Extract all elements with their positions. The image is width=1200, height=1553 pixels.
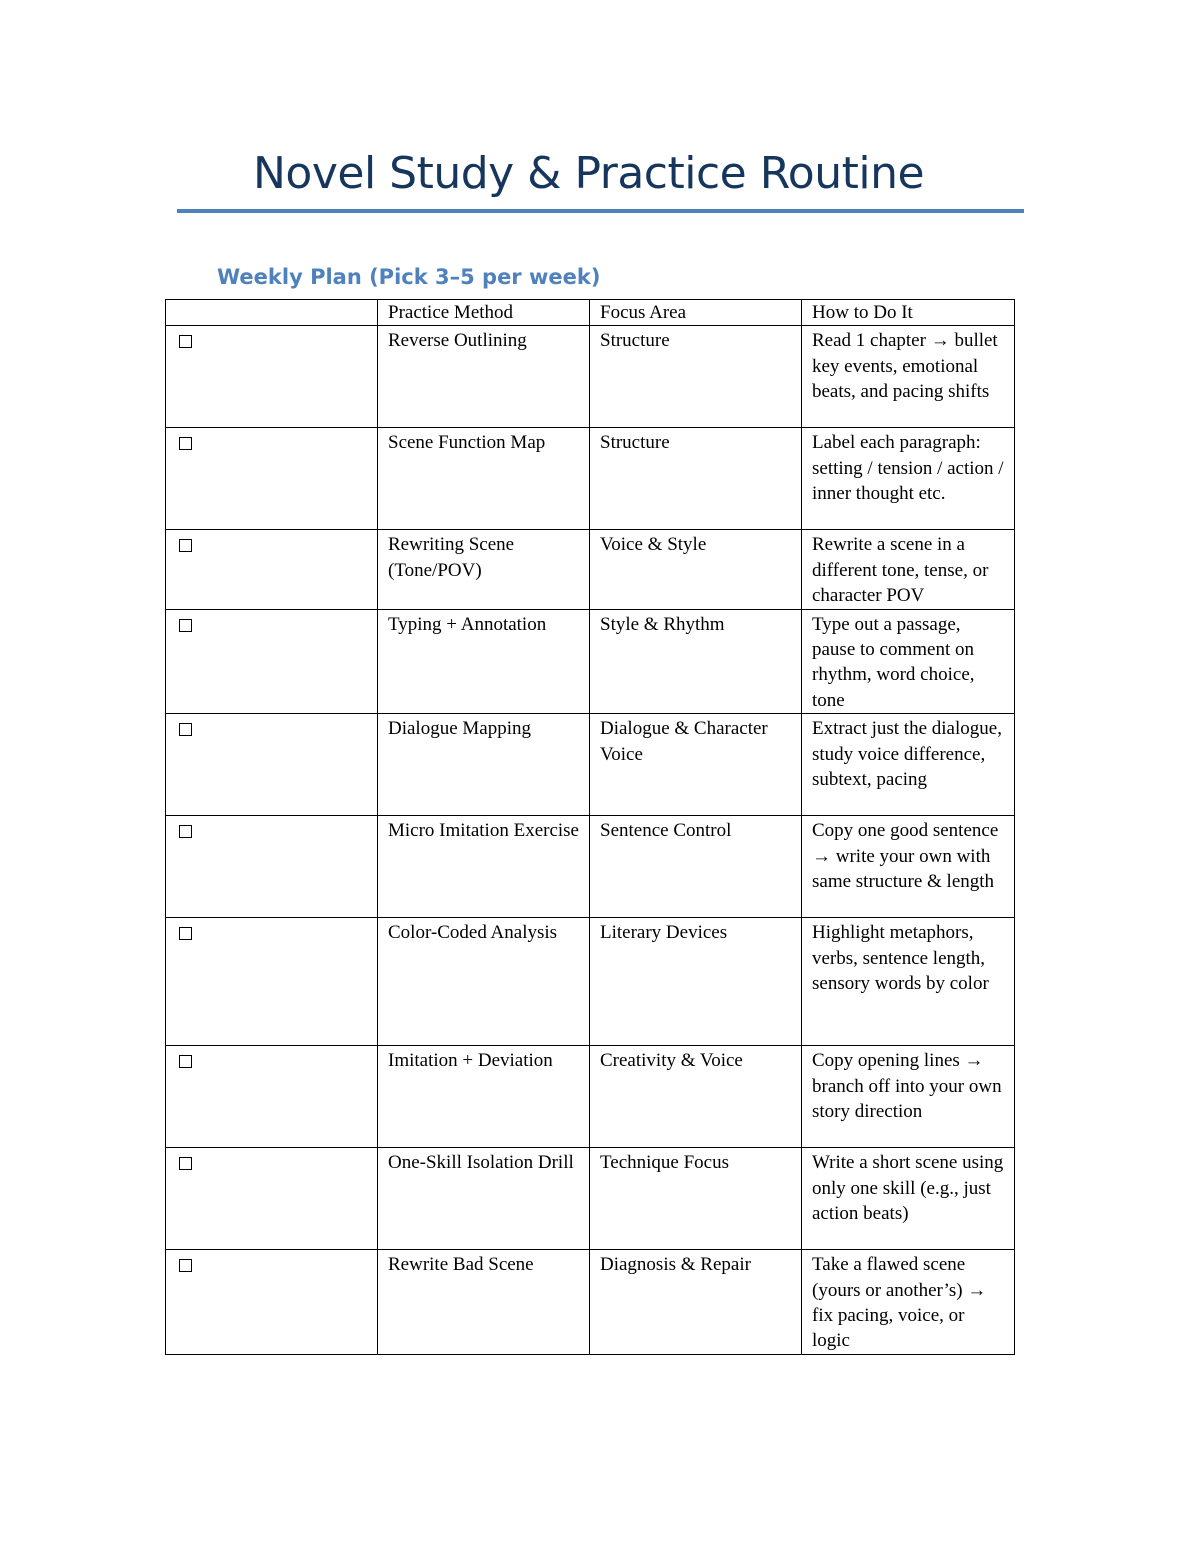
table-row: [166, 918, 1015, 1046]
how-to-cell: Take a flawed scene (yours or another’s) → fix pacing, voice, or logic: [802, 1250, 1015, 1355]
focus-area-cell: Literary Devices: [590, 918, 802, 1046]
practice-method-cell: Dialogue Mapping: [378, 714, 590, 816]
focus-area-cell: Voice & Style: [590, 530, 802, 609]
header-cell-how-to-do-it: How to Do It: [802, 300, 1015, 326]
header-cell-checkbox: [166, 300, 378, 326]
checkbox-icon[interactable]: [179, 723, 192, 736]
table-row: [166, 326, 1015, 428]
how-to-cell: Copy opening lines → branch off into your own story direction: [802, 1046, 1015, 1148]
practice-table: [165, 299, 1015, 1355]
practice-method-cell: Scene Function Map: [378, 428, 590, 530]
practice-method-cell: Micro Imitation Exercise: [378, 816, 590, 918]
how-to-cell: Highlight metaphors, verbs, sentence length, sensory words by color: [802, 918, 1015, 1046]
document-title: Novel Study & Practice Routine: [253, 148, 925, 199]
practice-method-cell: Color-Coded Analysis: [378, 918, 590, 1046]
how-to-cell: Rewrite a scene in a different tone, tense, or character POV: [802, 530, 1015, 609]
table-row: [166, 816, 1015, 918]
checkbox-icon[interactable]: [179, 825, 192, 838]
practice-method-cell: Imitation + Deviation: [378, 1046, 590, 1148]
how-to-cell: Type out a passage, pause to comment on rhythm, word choice, tone: [802, 609, 1015, 714]
header-cell-practice-method: Practice Method: [378, 300, 590, 326]
checkbox-icon[interactable]: [179, 1055, 192, 1068]
focus-area-cell: Diagnosis & Repair: [590, 1250, 802, 1355]
how-to-cell: Copy one good sentence → write your own with same structure & length: [802, 816, 1015, 918]
practice-method-cell: Rewriting Scene (Tone/POV): [378, 530, 590, 609]
practice-method-cell: Reverse Outlining: [378, 326, 590, 428]
focus-area-cell: Technique Focus: [590, 1148, 802, 1250]
practice-method-cell: One-Skill Isolation Drill: [378, 1148, 590, 1250]
checkbox-icon[interactable]: [179, 539, 192, 552]
checkbox-cell: [166, 1046, 378, 1148]
table-row: [166, 1250, 1015, 1355]
table-row: [166, 428, 1015, 530]
title-underline: [177, 209, 1024, 213]
table-row: [166, 1148, 1015, 1250]
checkbox-icon[interactable]: [179, 1259, 192, 1272]
how-to-cell: Extract just the dialogue, study voice difference, subtext, pacing: [802, 714, 1015, 816]
checkbox-cell: [166, 816, 378, 918]
checkbox-cell: [166, 1148, 378, 1250]
checkbox-cell: [166, 326, 378, 428]
how-to-cell: Write a short scene using only one skill (e.g., just action beats): [802, 1148, 1015, 1250]
table-row: [166, 714, 1015, 816]
checkbox-cell: [166, 530, 378, 609]
focus-area-cell: Creativity & Voice: [590, 1046, 802, 1148]
focus-area-cell: Sentence Control: [590, 816, 802, 918]
checkbox-icon[interactable]: [179, 927, 192, 940]
focus-area-cell: Style & Rhythm: [590, 609, 802, 714]
how-to-cell: Label each paragraph: setting / tension / action / inner thought etc.: [802, 428, 1015, 530]
how-to-cell: Read 1 chapter → bullet key events, emotional beats, and pacing shifts: [802, 326, 1015, 428]
checkbox-icon[interactable]: [179, 1157, 192, 1170]
practice-method-cell: Rewrite Bad Scene: [378, 1250, 590, 1355]
focus-area-cell: Structure: [590, 428, 802, 530]
focus-area-cell: Dialogue & Character Voice: [590, 714, 802, 816]
table-header-row: [166, 300, 1015, 326]
checkbox-cell: [166, 918, 378, 1046]
section-heading: Weekly Plan (Pick 3–5 per week): [217, 265, 601, 289]
checkbox-cell: [166, 428, 378, 530]
table-row: [166, 530, 1015, 609]
practice-method-cell: Typing + Annotation: [378, 609, 590, 714]
focus-area-cell: Structure: [590, 326, 802, 428]
table-row: [166, 1046, 1015, 1148]
header-cell-focus-area: Focus Area: [590, 300, 802, 326]
checkbox-cell: [166, 714, 378, 816]
checkbox-icon[interactable]: [179, 335, 192, 348]
checkbox-cell: [166, 609, 378, 714]
checkbox-cell: [166, 1250, 378, 1355]
table-row: [166, 609, 1015, 714]
checkbox-icon[interactable]: [179, 619, 192, 632]
checkbox-icon[interactable]: [179, 437, 192, 450]
